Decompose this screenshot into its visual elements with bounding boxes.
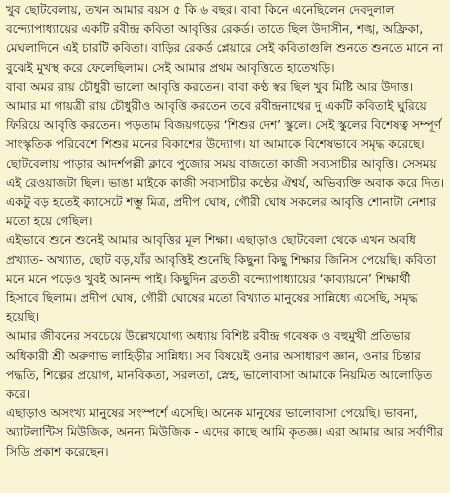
paragraph-learning: এইভাবে শুনে শুনেই আমার আবৃত্তির মূল শিক্ষা। এছাড়াও ছোটবেলা থেকে এখন অবধি প্রখ্যাত- অখ্যাত, ছোট বড়,যাঁর আবৃত্তিই শুনেছি কিছুনা কিছু শিক্ষার জিনিস পেয়েছি। কবিতা মনে মনে পড়েও খুবই আনন্দ পাই। কিছুদিন ব্রততী বন্দ্যোপাধ্যায়ের ‘কাব্যায়নে’ শিক্ষার্থী হিসাবে ছিলাম। প্রদীপ ঘোষ, গৌরী ঘোষের মতো বিখ্যাত মানুষের সান্নিধ্যে এসেছি, সমৃদ্ধ হয়েছি। [6,233,437,325]
paragraph-gratitude: এছাড়াও অসংখ্য মানুষের সংস্পর্শে এসেছি। অনেক মানুষের ভালোবাসা পেয়েছি। ভাবনা, অ্যাটলান্টিস মিউজিক, অনন্য মিউজিক - এদের কাছে আমি কৃতজ্ঞ। এরা আমার আর সর্বাণীর সিডি প্রকাশ করেছেন। [6,406,444,459]
paragraph-mentor: আমার জীবনের সবচেয়ে উল্লেখযোগ্য অধ্যায় বিশিষ্ট রবীন্দ্র গবেষক ও বহুমুখী প্রতিভার অধিকারী শ্রী অরুণাভ লাহিড়ীর সান্নিধ্য। সব বিষয়েই ওনার অসাধারণ জ্ঞান, ওনার চিন্তার পদ্ধতি, শিল্পের প্রয়োগ, মানবিকতা, সরলতা, স্নেহ, ভালোবাসা আমাকে নিয়মিত আলোড়িত করে। [6,329,433,402]
paragraph-childhood: খুব ছোটবেলায়, তখন আমার বয়স ৫ কি ৬ বছর। বাবা কিনে এনেছিলেন দেবদুলাল বন্দ্যোপাধ্যায়ের একটি রবীন্দ্র কবিতা আবৃত্তির রেকর্ড। তাতে ছিল উদাসীন, শঙ্খ, অফ্রিকা, মেঘলাদিনে এই চারটি কবিতা। বাড়ির রেকর্ড প্লেয়ারে সেই কবিতাগুলি শুনতে শুনতে মানে না বুঝেই মুখস্থ করে ফেলেছিলাম। সেই আমার প্রথম আবৃত্তিতে হাতেখড়ি। [6,3,443,75]
paragraph-parents-school: বাবা অমর রায় চৌধুরী ভালো আবৃত্তি করতেন। বাবা কণ্ঠ স্বর ছিল খুব মিষ্টি আর উদাত্ত। আমার মা গায়ত্রী রায় চৌধুরীও আবৃত্তি করতেন তবে রবীন্দ্রনাথের দু একটি কবিতাই ঘুরিয়ে ফিরিয়ে আবৃত্তি করতেন। পড়তাম বিজয়গড়ের ‘শিশুর দেশ’ স্কুলে। সেই স্কুলের বিশেষত্ব সম্পূর্ণ সাংস্কৃতিক পরিবেশে শিশুর মনের বিকাশের উদ্যোগ। যা আমাকে বিশেষভাবে সমৃদ্ধ করেছে। ছোটবেলায় পাড়ার আদর্শপল্লী ক্লাবে পুজোর সময় বাজতো কাজী সব্যসাচীর আবৃত্তি। সেসময় এই রেওয়াজটা ছিল। ভাঙা মাইকে কাজী সব্যসাচীর কণ্ঠের ঐশ্বর্য, অভিব্যক্তি অবাক করে দিত। একটু বড় হতেই ক্যাসেটে শম্ভু মিত্র, প্রদীপ ঘোষ, গৌরী ঘোষ সকলের আবৃত্তি শোনাটা নেশার মতো হয়ে গেছিল। [6,79,445,229]
